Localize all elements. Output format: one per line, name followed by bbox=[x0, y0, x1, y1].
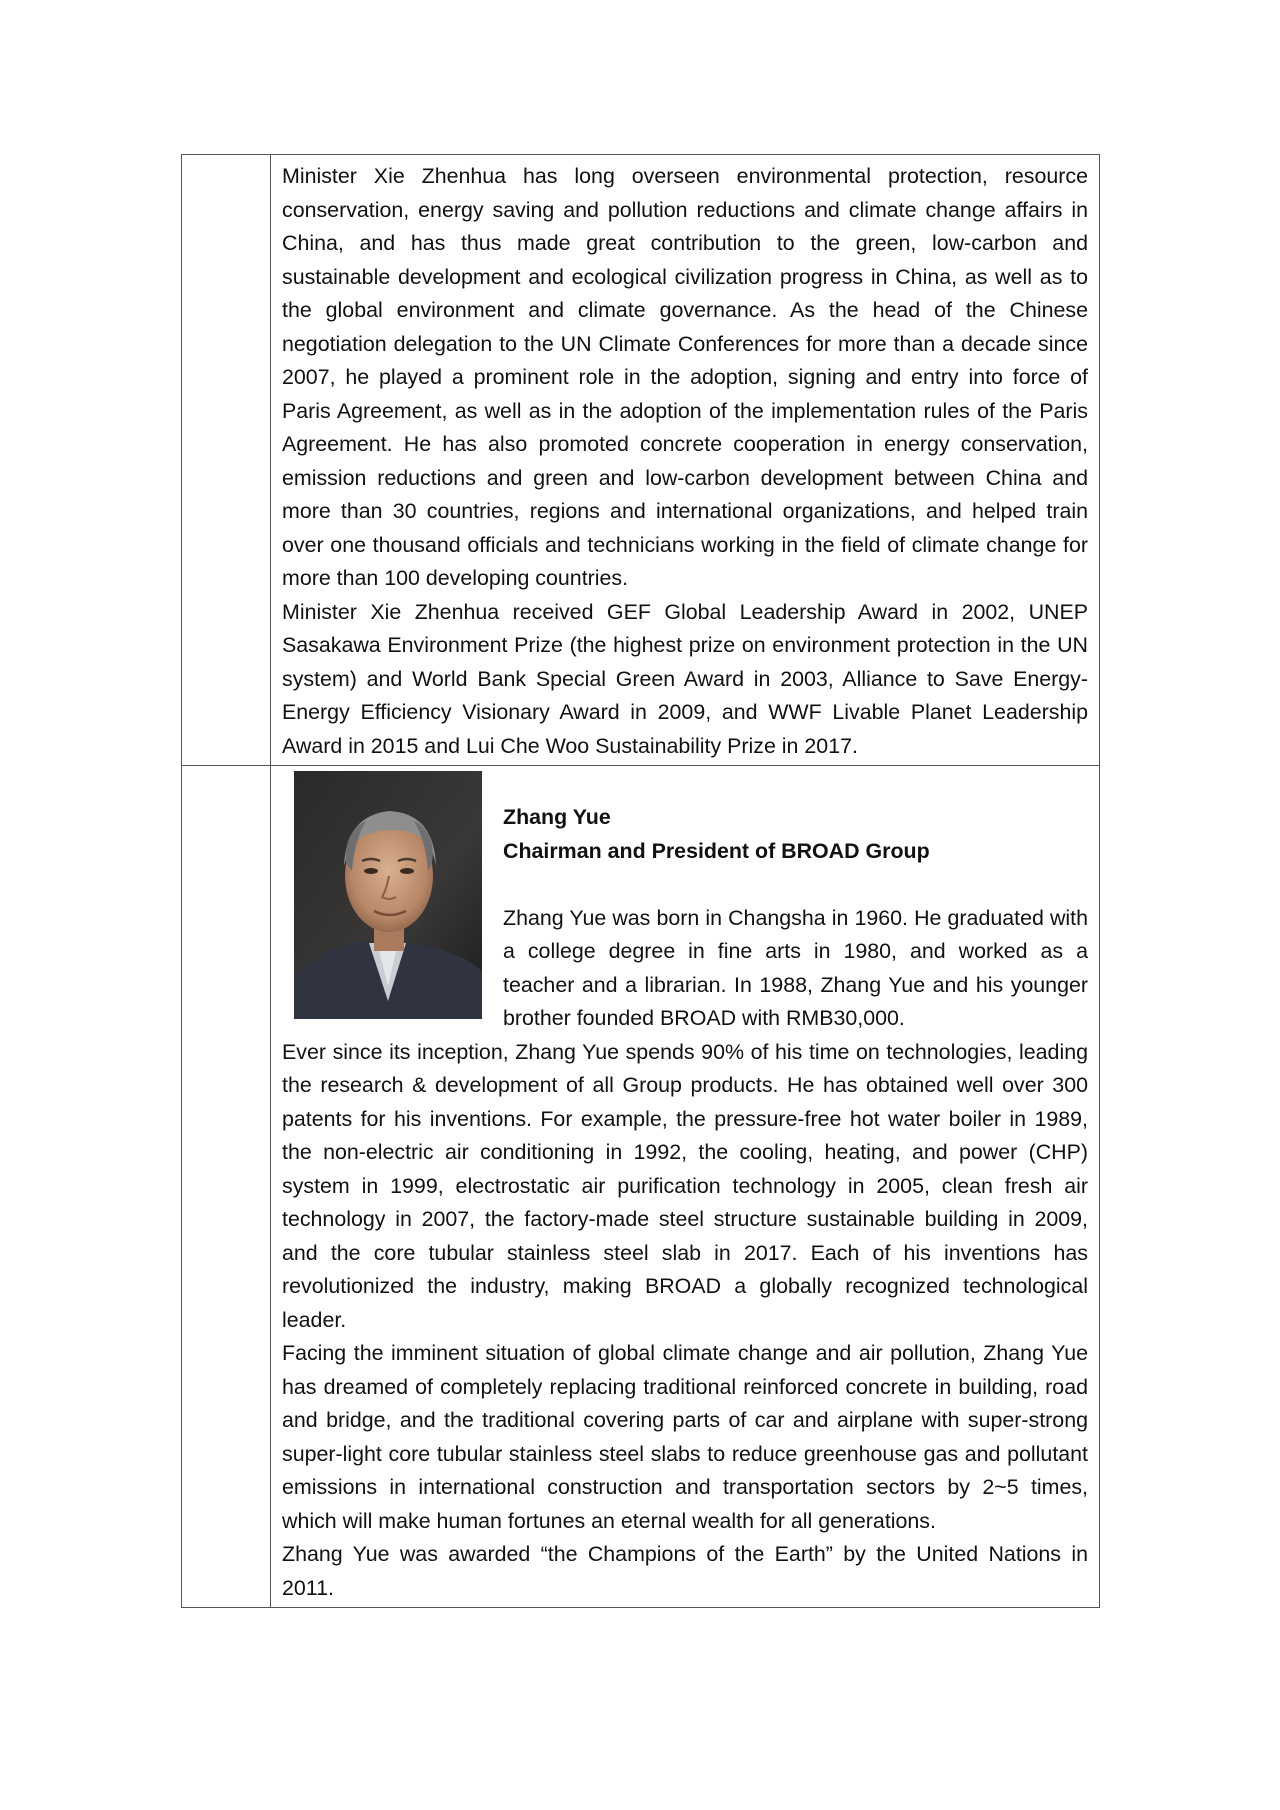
xie-bio-cell bbox=[271, 155, 1100, 766]
biography-table bbox=[181, 154, 1100, 1608]
person-title: Chairman and President of BROAD Group bbox=[503, 838, 930, 863]
zhang-bio-cell bbox=[271, 766, 1100, 1608]
table-row-xie bbox=[182, 155, 1100, 766]
zhang-intro: Zhang Yue was born in Changsha in 1960. He graduated with a college degree in fine arts in 1980, and worked as a teacher and a librarian. In 1988, Zhang Yue and his younger brother founded BROAD with RMB30,000. bbox=[503, 905, 1088, 1030]
xie-paragraph-1: Minister Xie Zhenhua has long overseen environmental protection, resource conservation, energy saving and pollution reductions and climate change affairs in China, and has thus made great contribution to the green, low-carbon and sustainable development and ecological civilization progress in China, as well as to the global environment and climate governance. As the head of the Chinese negotiation delegation to the UN Climate Conferences for more than a decade since 2007, he played a prominent role in the adoption, signing and entry into force of Paris Agreement, as well as in the adoption of the implementation rules of the Paris Agreement. He has also promoted concrete cooperation in energy conservation, emission reductions and green and low-carbon development between China and more than 30 countries, regions and international organizations, and helped train over one thousand officials and technicians working in the field of climate change for more than 100 developing countries. bbox=[282, 164, 1088, 590]
portrait-photo bbox=[294, 771, 482, 1019]
table-row-zhang bbox=[182, 766, 1100, 1608]
zhang-header bbox=[282, 771, 1088, 1036]
person-name: Zhang Yue bbox=[503, 805, 611, 829]
left-empty-cell bbox=[182, 155, 271, 766]
zhang-paragraph-1: Ever since its inception, Zhang Yue spends 90% of his time on technologies, leading the research & development of all Group products. He has obtained well over 300 patents for his inventions. For example, the pressure-free hot water boiler in 1989, the non-electric air conditioning in 1992, the cooling, heating, and power (CHP) system in 1999, electrostatic air purification technology in 2005, clean fresh air technology in 2007, the factory-made steel structure sustainable building in 2009, and the core tubular stainless steel slab in 2017. Each of his inventions has revolutionized the industry, making BROAD a globally recognized technological leader. bbox=[282, 1039, 1088, 1332]
zhang-paragraph-2: Facing the imminent situation of global climate change and air pollution, Zhang Yue has dreamed of completely replacing traditional reinforced concrete in building, road and bridge, and the traditional covering parts of car and airplane with super-strong super-light core tubular stainless steel slabs to reduce greenhouse gas and pollutant emissions in international construction and transportation sectors by 2~5 times, which will make human fortunes an eternal wealth for all generations. bbox=[282, 1341, 1088, 1533]
zhang-paragraph-3: Zhang Yue was awarded “the Champions of the Earth” by the United Nations in 2011. bbox=[282, 1542, 1088, 1600]
left-empty-cell bbox=[182, 766, 271, 1608]
xie-paragraph-2: Minister Xie Zhenhua received GEF Global Leadership Award in 2002, UNEP Sasakawa Environment Prize (the highest prize on environment protection in the UN system) and World Bank Special Green Award in 2003, Alliance to Save Energy- Energy Efficiency Visionary Award in 2009, and WWF Livable Planet Leadership Award in 2015 and Lui Che Woo Sustainability Prize in 2017. bbox=[282, 599, 1088, 758]
